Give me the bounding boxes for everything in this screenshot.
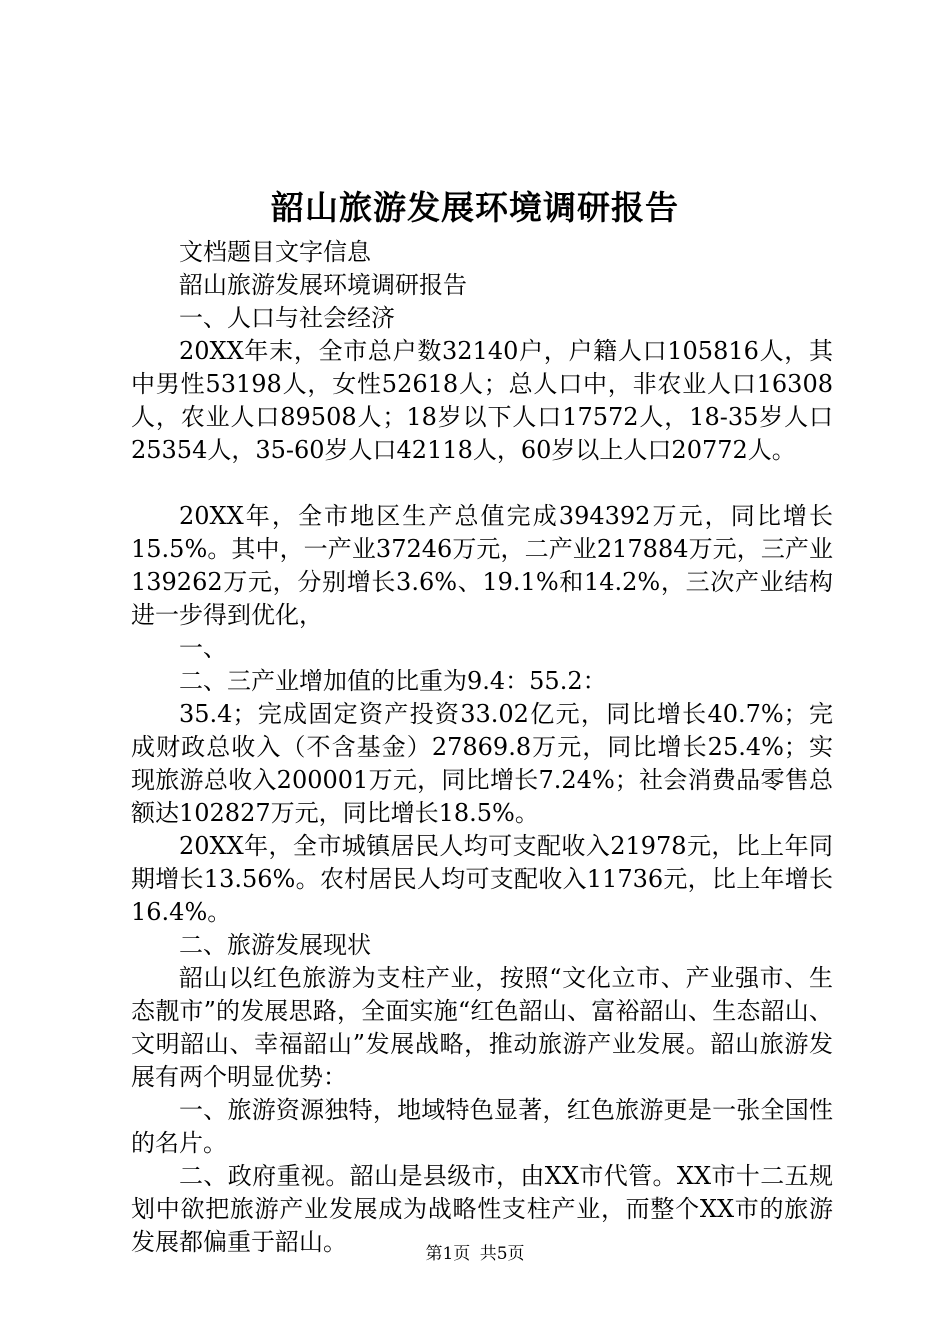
- page-footer: [0, 1242, 950, 1266]
- paragraph-list-mark: 一、: [179, 634, 227, 662]
- document-body: [131, 236, 833, 1259]
- heading-population-economy: 一、人口与社会经济: [179, 304, 395, 332]
- paragraph-subtitle: 韶山旅游发展环境调研报告: [179, 271, 467, 299]
- paragraph-industry-ratio: 二、三产业增加值的比重为9.4：55.2：: [179, 667, 607, 695]
- paragraph-population: 20XX年末，全市总户数32140户，户籍人口105816人，其中男性53198人，女性52618人；总人口中，非农业人口16308人，农业人口89508人；18岁以下人口17572人，18-35岁人口25354人，35-60岁人口42118人，60岁以上人口20772人。: [131, 337, 833, 464]
- paragraph-gdp: 20XX年，全市地区生产总值完成394392万元，同比增长15.5%。其中，一产业37246万元，二产业217884万元，三产业139262万元，分别增长3.6%、19.1%和14.2%，三次产业结构进一步得到优化，: [131, 502, 833, 629]
- paragraph-income: 20XX年，全市城镇居民人均可支配收入21978元，比上年同期增长13.56%。农村居民人均可支配收入11736元，比上年增长16.4%。: [131, 832, 833, 926]
- heading-tourism-status: 二、旅游发展现状: [179, 931, 371, 959]
- paragraph-advantage-one: 一、旅游资源独特，地域特色显著，红色旅游更是一张全国性的名片。: [131, 1096, 833, 1157]
- paragraph-gap: [131, 467, 833, 500]
- paragraph-tourism-strategy: 韶山以红色旅游为支柱产业，按照“文化立市、产业强市、生态靓市”的发展思路，全面实施“红色韶山、富裕韶山、生态韶山、文明韶山、幸福韶山”发展战略，推动旅游产业发展。韶山旅游发展有两个明显优势：: [131, 964, 833, 1091]
- page-total: 共5页: [479, 1244, 525, 1264]
- paragraph-doc-info: 文档题目文字信息: [179, 238, 371, 266]
- paragraph-advantage-two: 二、政府重视。韶山是县级市，由XX市代管。XX市十二五规划中欲把旅游产业发展成为战略性支柱产业，而整个XX市的旅游发展都偏重于韶山。: [131, 1162, 833, 1256]
- page-number: 第1页: [425, 1244, 471, 1264]
- document-title: 韶山旅游发展环境调研报告: [271, 188, 679, 227]
- paragraph-investment: 35.4；完成固定资产投资33.02亿元，同比增长40.7%；完成财政总收入（不含基金）27869.8万元，同比增长25.4%；实现旅游总收入200001万元，同比增长7.24%；社会消费品零售总额达102827万元，同比增长18.5%。: [131, 700, 833, 827]
